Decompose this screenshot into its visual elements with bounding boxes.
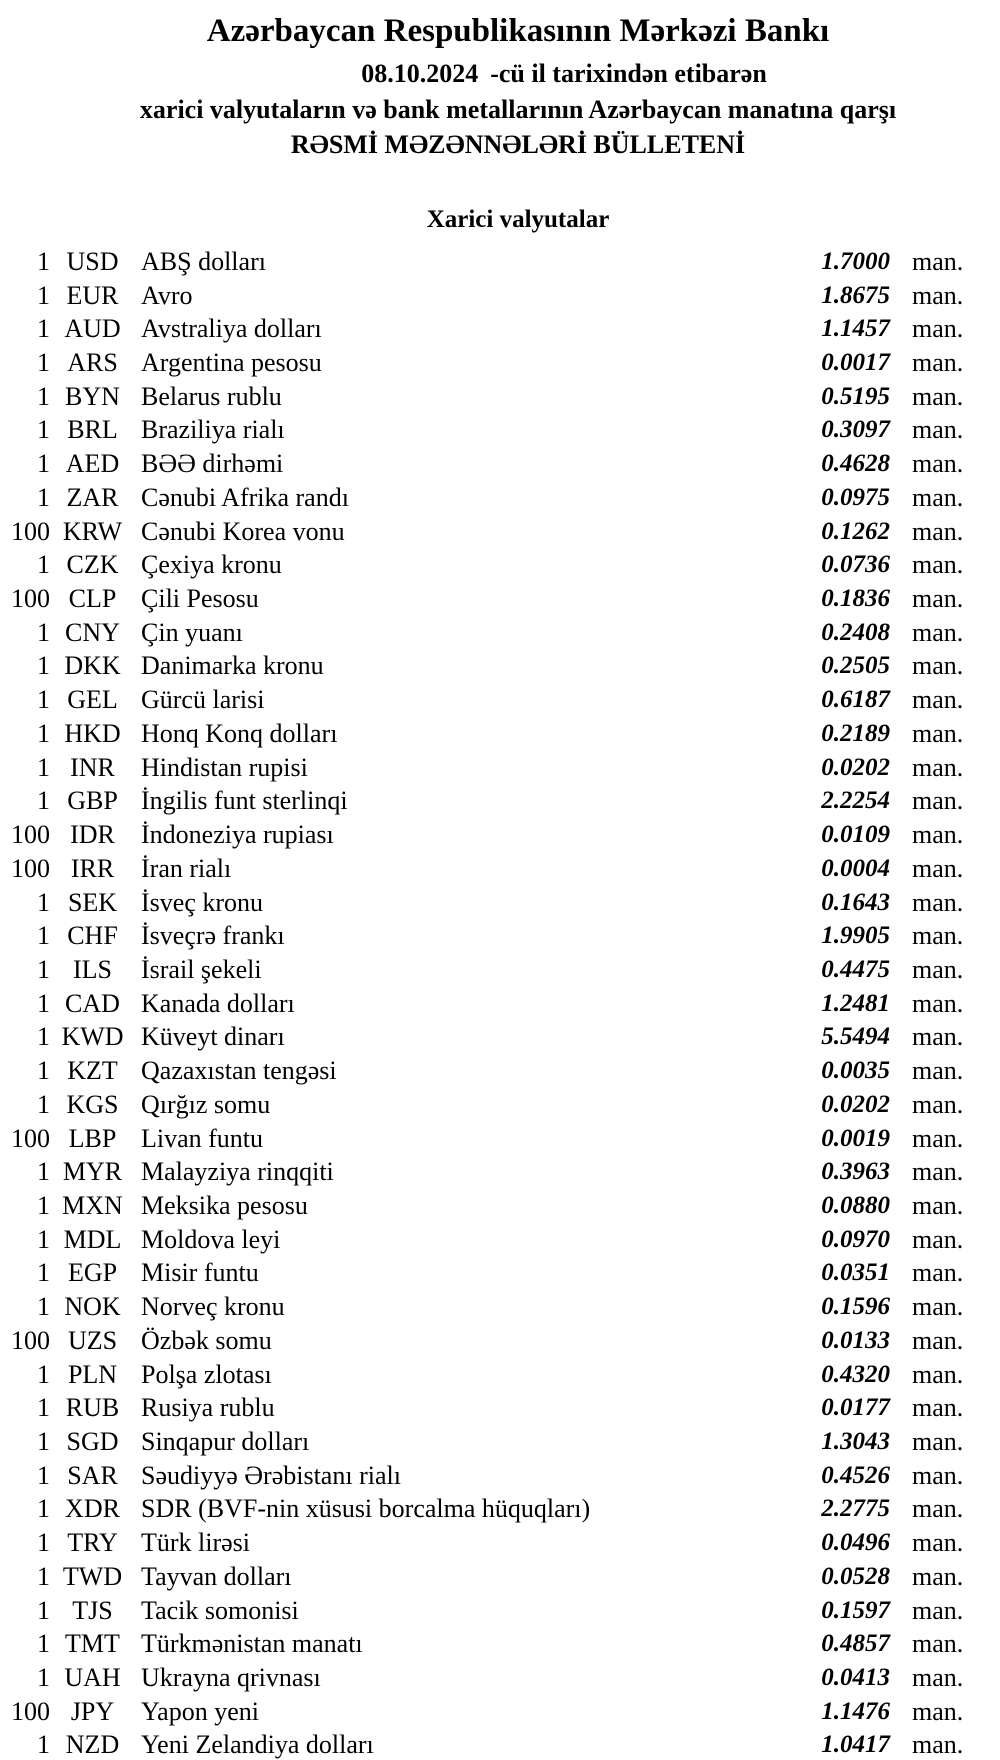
currency-row <box>0 380 1000 414</box>
currency-quantity: 100 <box>11 1325 50 1355</box>
currency-name: Norveç kronu <box>141 1292 285 1322</box>
currency-name: Cənubi Korea vonu <box>141 516 345 546</box>
currency-name: İran rialı <box>141 853 232 883</box>
currency-unit: man. <box>912 1190 964 1220</box>
currency-row <box>0 1627 1000 1661</box>
currency-quantity: 1 <box>37 348 50 378</box>
currency-quantity: 1 <box>37 314 50 344</box>
currency-quantity: 1 <box>37 1190 50 1220</box>
currency-rate: 2.2775 <box>821 1495 890 1523</box>
currency-code: ZAR <box>66 482 119 512</box>
currency-name: Özbək somu <box>141 1325 272 1355</box>
currency-unit: man. <box>912 1292 964 1322</box>
currency-unit: man. <box>912 449 964 479</box>
currency-name: Qazaxıstan tengəsi <box>141 1056 337 1086</box>
currency-name: İsveç kronu <box>141 887 264 917</box>
currency-code: JPY <box>70 1696 115 1726</box>
currency-rate: 0.4857 <box>821 1630 890 1658</box>
currency-row <box>0 1560 1000 1594</box>
currency-unit: man. <box>912 516 964 546</box>
currency-code: LBP <box>68 1123 117 1153</box>
currency-quantity: 100 <box>11 820 50 850</box>
currency-unit: man. <box>912 1393 964 1423</box>
currency-rate: 0.0970 <box>821 1225 890 1253</box>
currency-name: Yapon yeni <box>141 1696 259 1726</box>
currency-rate: 0.3097 <box>821 416 890 444</box>
currency-unit: man. <box>912 954 964 984</box>
currency-quantity: 1 <box>37 1157 50 1187</box>
currency-quantity: 1 <box>37 550 50 580</box>
currency-code: HKD <box>64 718 121 748</box>
currency-unit: man. <box>912 853 964 883</box>
currency-name: Avro <box>141 280 193 310</box>
currency-rate: 0.2189 <box>821 719 890 747</box>
currency-rate: 1.3043 <box>821 1428 890 1456</box>
currency-unit: man. <box>912 617 964 647</box>
currency-unit: man. <box>912 381 964 411</box>
currency-rate: 0.2505 <box>821 652 890 680</box>
currency-row <box>0 346 1000 380</box>
currency-quantity: 100 <box>11 1123 50 1153</box>
currency-unit: man. <box>912 1528 964 1558</box>
currency-quantity: 1 <box>37 1258 50 1288</box>
currency-rate: 0.1262 <box>821 517 890 545</box>
currency-unit: man. <box>912 584 964 614</box>
currency-quantity: 1 <box>37 1663 50 1693</box>
currency-row <box>0 1021 1000 1055</box>
currency-code: SAR <box>67 1460 118 1490</box>
currency-quantity: 100 <box>11 1696 50 1726</box>
currency-unit: man. <box>912 1123 964 1153</box>
currency-rate: 0.3963 <box>821 1158 890 1186</box>
currency-rate: 1.1457 <box>821 315 890 343</box>
currency-row <box>0 1695 1000 1729</box>
currency-name: Küveyt dinarı <box>141 1022 285 1052</box>
currency-unit: man. <box>912 1258 964 1288</box>
currency-row <box>0 1526 1000 1560</box>
currency-name: Honq Konq dolları <box>141 718 338 748</box>
currency-row <box>0 751 1000 785</box>
currency-unit: man. <box>912 685 964 715</box>
currency-name: BƏƏ dirhəmi <box>141 449 284 479</box>
currency-name: Avstraliya dolları <box>141 314 322 344</box>
currency-rate: 0.4475 <box>821 955 890 983</box>
currency-row <box>0 1122 1000 1156</box>
currency-row <box>0 312 1000 346</box>
currency-code: BYN <box>65 381 120 411</box>
currency-unit: man. <box>912 482 964 512</box>
currency-name: Malayziya rinqqiti <box>141 1157 334 1187</box>
currency-name: Polşa zlotası <box>141 1359 272 1389</box>
currency-code: AUD <box>64 314 121 344</box>
currency-row <box>0 1358 1000 1392</box>
currency-row <box>0 886 1000 920</box>
currency-row <box>0 1290 1000 1324</box>
currency-quantity: 1 <box>37 887 50 917</box>
currency-unit: man. <box>912 415 964 445</box>
currency-code: KWD <box>61 1022 124 1052</box>
currency-rate: 0.5195 <box>821 382 890 410</box>
currency-code: MYR <box>62 1157 123 1187</box>
currency-unit: man. <box>912 1089 964 1119</box>
currency-row <box>0 1155 1000 1189</box>
currency-code: NOK <box>64 1292 121 1322</box>
effective-date-line <box>64 60 1000 88</box>
currency-quantity: 1 <box>37 1427 50 1457</box>
currency-quantity: 1 <box>37 482 50 512</box>
currency-code: GEL <box>67 685 118 715</box>
currency-unit: man. <box>912 1595 964 1625</box>
currency-rate: 0.0017 <box>821 349 890 377</box>
currency-row <box>0 245 1000 279</box>
currency-name: Sinqapur dolları <box>141 1427 310 1457</box>
currency-unit: man. <box>912 1022 964 1052</box>
currency-rate: 0.0351 <box>821 1259 890 1287</box>
currency-row <box>0 447 1000 481</box>
currency-name: İsveçrə frankı <box>141 921 285 951</box>
currency-rate: 5.5494 <box>821 1023 890 1051</box>
currency-quantity: 1 <box>37 1224 50 1254</box>
currency-name: Rusiya rublu <box>141 1393 275 1423</box>
currency-code: EUR <box>66 280 119 310</box>
currency-row <box>0 650 1000 684</box>
currency-rate: 0.1596 <box>821 1293 890 1321</box>
effective-date-suffix: -cü il tarixindən etibarən <box>490 59 767 88</box>
currency-name: SDR (BVF-nin xüsusi borcalma hüquqları) <box>141 1494 591 1524</box>
currency-unit: man. <box>912 651 964 681</box>
currency-code: KZT <box>67 1056 118 1086</box>
currency-name: Kanada dolları <box>141 988 295 1018</box>
currency-code: USD <box>66 246 119 276</box>
currency-quantity: 1 <box>37 921 50 951</box>
currency-row <box>0 1661 1000 1695</box>
currency-name: Moldova leyi <box>141 1224 281 1254</box>
currency-quantity: 1 <box>37 651 50 681</box>
currency-rate: 0.0202 <box>821 753 890 781</box>
currency-row <box>0 1459 1000 1493</box>
currency-code: TRY <box>67 1528 118 1558</box>
currency-name: Türk lirəsi <box>141 1528 251 1558</box>
currency-name: Tacik somonisi <box>141 1595 299 1625</box>
currency-quantity: 1 <box>37 1629 50 1659</box>
bank-title: Azərbaycan Respublikasının Mərkəzi Bankı <box>206 13 830 49</box>
currency-code: BRL <box>67 415 118 445</box>
currency-unit: man. <box>912 1696 964 1726</box>
currency-name: İndoneziya rupiası <box>141 820 334 850</box>
currency-unit: man. <box>912 1056 964 1086</box>
currency-rate: 0.0133 <box>821 1326 890 1354</box>
currency-row <box>0 481 1000 515</box>
currency-name: Tayvan dolları <box>141 1561 292 1591</box>
currency-quantity: 100 <box>11 584 50 614</box>
currency-name: Livan funtu <box>141 1123 264 1153</box>
currency-code: AED <box>65 449 120 479</box>
currency-quantity: 1 <box>37 1460 50 1490</box>
section-title-foreign-currencies: Xarici valyutalar <box>426 206 610 233</box>
currency-name: Hindistan rupisi <box>141 752 308 782</box>
currency-quantity: 1 <box>37 786 50 816</box>
effective-date: 08.10.2024 <box>361 59 479 88</box>
currency-name: Çili Pesosu <box>141 584 259 614</box>
currency-code: KGS <box>66 1089 119 1119</box>
currency-row <box>0 785 1000 819</box>
currency-unit: man. <box>912 1325 964 1355</box>
currency-code: GBP <box>67 786 118 816</box>
currency-name: İsrail şekeli <box>141 954 262 984</box>
currency-rate: 0.4320 <box>821 1360 890 1388</box>
currency-unit: man. <box>912 246 964 276</box>
currency-code: CNY <box>65 617 120 647</box>
bulletin-title: RƏSMİ MƏZƏNNƏLƏRİ BÜLLETENİ <box>290 130 746 159</box>
currency-row <box>0 987 1000 1021</box>
currency-quantity: 1 <box>37 1022 50 1052</box>
currency-code: RUB <box>65 1393 120 1423</box>
currency-code: IRR <box>70 853 115 883</box>
currency-code: ARS <box>67 348 118 378</box>
currency-row <box>0 616 1000 650</box>
currency-quantity: 1 <box>37 1056 50 1086</box>
currency-quantity: 1 <box>37 1730 50 1760</box>
currency-name: ABŞ dolları <box>141 246 266 276</box>
currency-row <box>0 1088 1000 1122</box>
currency-rate: 1.2481 <box>821 989 890 1017</box>
currency-row <box>0 1391 1000 1425</box>
currency-name: Misir funtu <box>141 1258 259 1288</box>
currency-name: Ukrayna qrivnası <box>141 1663 321 1693</box>
currency-row <box>0 1729 1000 1760</box>
currency-name: Danimarka kronu <box>141 651 324 681</box>
currency-name: Meksika pesosu <box>141 1190 308 1220</box>
currency-unit: man. <box>912 1427 964 1457</box>
currency-unit: man. <box>912 1224 964 1254</box>
currency-row <box>0 1425 1000 1459</box>
currency-name: Qırğız somu <box>141 1089 271 1119</box>
currency-row <box>0 717 1000 751</box>
currency-quantity: 1 <box>37 1528 50 1558</box>
currency-row <box>0 1493 1000 1527</box>
currency-row <box>0 1054 1000 1088</box>
currency-code: TJS <box>72 1595 113 1625</box>
currency-row <box>0 1223 1000 1257</box>
currency-unit: man. <box>912 1494 964 1524</box>
currency-rate: 0.0413 <box>821 1664 890 1692</box>
currency-code: DKK <box>64 651 121 681</box>
currency-unit: man. <box>912 887 964 917</box>
currency-unit: man. <box>912 314 964 344</box>
currency-rate: 1.0417 <box>821 1731 890 1759</box>
bulletin-subtitle: xarici valyutaların və bank metallarının Azərbaycan manatına qarşı <box>139 95 897 124</box>
currency-unit: man. <box>912 280 964 310</box>
currency-name: Argentina pesosu <box>141 348 322 378</box>
currency-quantity: 1 <box>37 1292 50 1322</box>
currency-name: Braziliya rialı <box>141 415 285 445</box>
currency-code: UZS <box>67 1325 118 1355</box>
currency-code: INR <box>70 752 115 782</box>
currency-row <box>0 515 1000 549</box>
currency-rate: 0.6187 <box>821 686 890 714</box>
currency-code: CZK <box>66 550 119 580</box>
currency-rate: 1.9905 <box>821 922 890 950</box>
currency-quantity: 1 <box>37 718 50 748</box>
currency-row <box>0 1257 1000 1291</box>
currency-quantity: 1 <box>37 1494 50 1524</box>
currency-unit: man. <box>912 1629 964 1659</box>
currency-row <box>0 919 1000 953</box>
currency-rate: 0.0177 <box>821 1394 890 1422</box>
currency-code: IDR <box>70 820 115 850</box>
currency-code: NZD <box>65 1730 120 1760</box>
currency-quantity: 1 <box>37 617 50 647</box>
currency-row <box>0 953 1000 987</box>
currency-row <box>0 818 1000 852</box>
currency-quantity: 1 <box>37 449 50 479</box>
currency-quantity: 1 <box>37 1089 50 1119</box>
currency-quantity: 100 <box>11 516 50 546</box>
currency-unit: man. <box>912 752 964 782</box>
currency-name: Belarus rublu <box>141 381 282 411</box>
currency-row <box>0 683 1000 717</box>
currency-rate: 2.2254 <box>821 787 890 815</box>
currency-unit: man. <box>912 786 964 816</box>
currency-row <box>0 582 1000 616</box>
currency-rate: 0.0035 <box>821 1057 890 1085</box>
currency-quantity: 1 <box>37 381 50 411</box>
currency-code: CLP <box>68 584 117 614</box>
currency-name: Gürcü larisi <box>141 685 265 715</box>
currency-name: Yeni Zelandiya dolları <box>141 1730 374 1760</box>
currency-rate: 0.0004 <box>821 854 890 882</box>
currency-code: TMT <box>65 1629 120 1659</box>
exchange-rates-table <box>0 245 1000 1760</box>
currency-quantity: 100 <box>11 853 50 883</box>
currency-row <box>0 279 1000 313</box>
currency-unit: man. <box>912 718 964 748</box>
currency-code: ILS <box>73 954 112 984</box>
currency-quantity: 1 <box>37 1359 50 1389</box>
currency-code: MDL <box>63 1224 122 1254</box>
currency-rate: 0.0202 <box>821 1090 890 1118</box>
currency-quantity: 1 <box>37 246 50 276</box>
currency-rate: 0.0975 <box>821 483 890 511</box>
currency-code: UAH <box>64 1663 121 1693</box>
currency-code: EGP <box>67 1258 118 1288</box>
currency-quantity: 1 <box>37 752 50 782</box>
currency-quantity: 1 <box>37 1393 50 1423</box>
currency-quantity: 1 <box>37 280 50 310</box>
currency-row <box>0 414 1000 448</box>
currency-rate: 1.1476 <box>821 1697 890 1725</box>
currency-unit: man. <box>912 921 964 951</box>
currency-quantity: 1 <box>37 1561 50 1591</box>
currency-name: Cənubi Afrika randı <box>141 482 349 512</box>
currency-rate: 1.8675 <box>821 281 890 309</box>
currency-unit: man. <box>912 1730 964 1760</box>
currency-name: İngilis funt sterlinqi <box>141 786 348 816</box>
currency-code: MXN <box>62 1190 123 1220</box>
currency-name: Çin yuanı <box>141 617 243 647</box>
currency-code: SGD <box>66 1427 119 1457</box>
currency-code: SEK <box>67 887 118 917</box>
currency-rate: 0.0736 <box>821 551 890 579</box>
currency-row <box>0 852 1000 886</box>
currency-rate: 0.1597 <box>821 1596 890 1624</box>
currency-rate: 1.7000 <box>821 247 890 275</box>
currency-rate: 0.0109 <box>821 821 890 849</box>
currency-code: KRW <box>62 516 123 546</box>
currency-row <box>0 1594 1000 1628</box>
currency-name: Türkmənistan manatı <box>141 1629 363 1659</box>
currency-quantity: 1 <box>37 954 50 984</box>
currency-unit: man. <box>912 1663 964 1693</box>
currency-rate: 0.2408 <box>821 618 890 646</box>
currency-unit: man. <box>912 550 964 580</box>
currency-unit: man. <box>912 820 964 850</box>
currency-code: CAD <box>65 988 120 1018</box>
currency-row <box>0 1189 1000 1223</box>
currency-row <box>0 548 1000 582</box>
currency-name: Səudiyyə Ərəbistanı rialı <box>141 1460 401 1490</box>
currency-quantity: 1 <box>37 988 50 1018</box>
currency-quantity: 1 <box>37 685 50 715</box>
currency-code: CHF <box>67 921 118 951</box>
currency-name: Çexiya kronu <box>141 550 282 580</box>
currency-quantity: 1 <box>37 415 50 445</box>
currency-rate: 0.4628 <box>821 450 890 478</box>
currency-code: PLN <box>67 1359 118 1389</box>
currency-rate: 0.0019 <box>821 1124 890 1152</box>
currency-rate: 0.0880 <box>821 1191 890 1219</box>
currency-code: XDR <box>65 1494 120 1524</box>
currency-unit: man. <box>912 1561 964 1591</box>
currency-rate: 0.1836 <box>821 585 890 613</box>
currency-quantity: 1 <box>37 1595 50 1625</box>
currency-unit: man. <box>912 348 964 378</box>
currency-unit: man. <box>912 1157 964 1187</box>
currency-rate: 0.0496 <box>821 1529 890 1557</box>
currency-rate: 0.1643 <box>821 888 890 916</box>
currency-unit: man. <box>912 1460 964 1490</box>
currency-rate: 0.0528 <box>821 1562 890 1590</box>
currency-rate: 0.4526 <box>821 1461 890 1489</box>
currency-row <box>0 1324 1000 1358</box>
currency-unit: man. <box>912 988 964 1018</box>
currency-code: TWD <box>62 1561 123 1591</box>
currency-unit: man. <box>912 1359 964 1389</box>
